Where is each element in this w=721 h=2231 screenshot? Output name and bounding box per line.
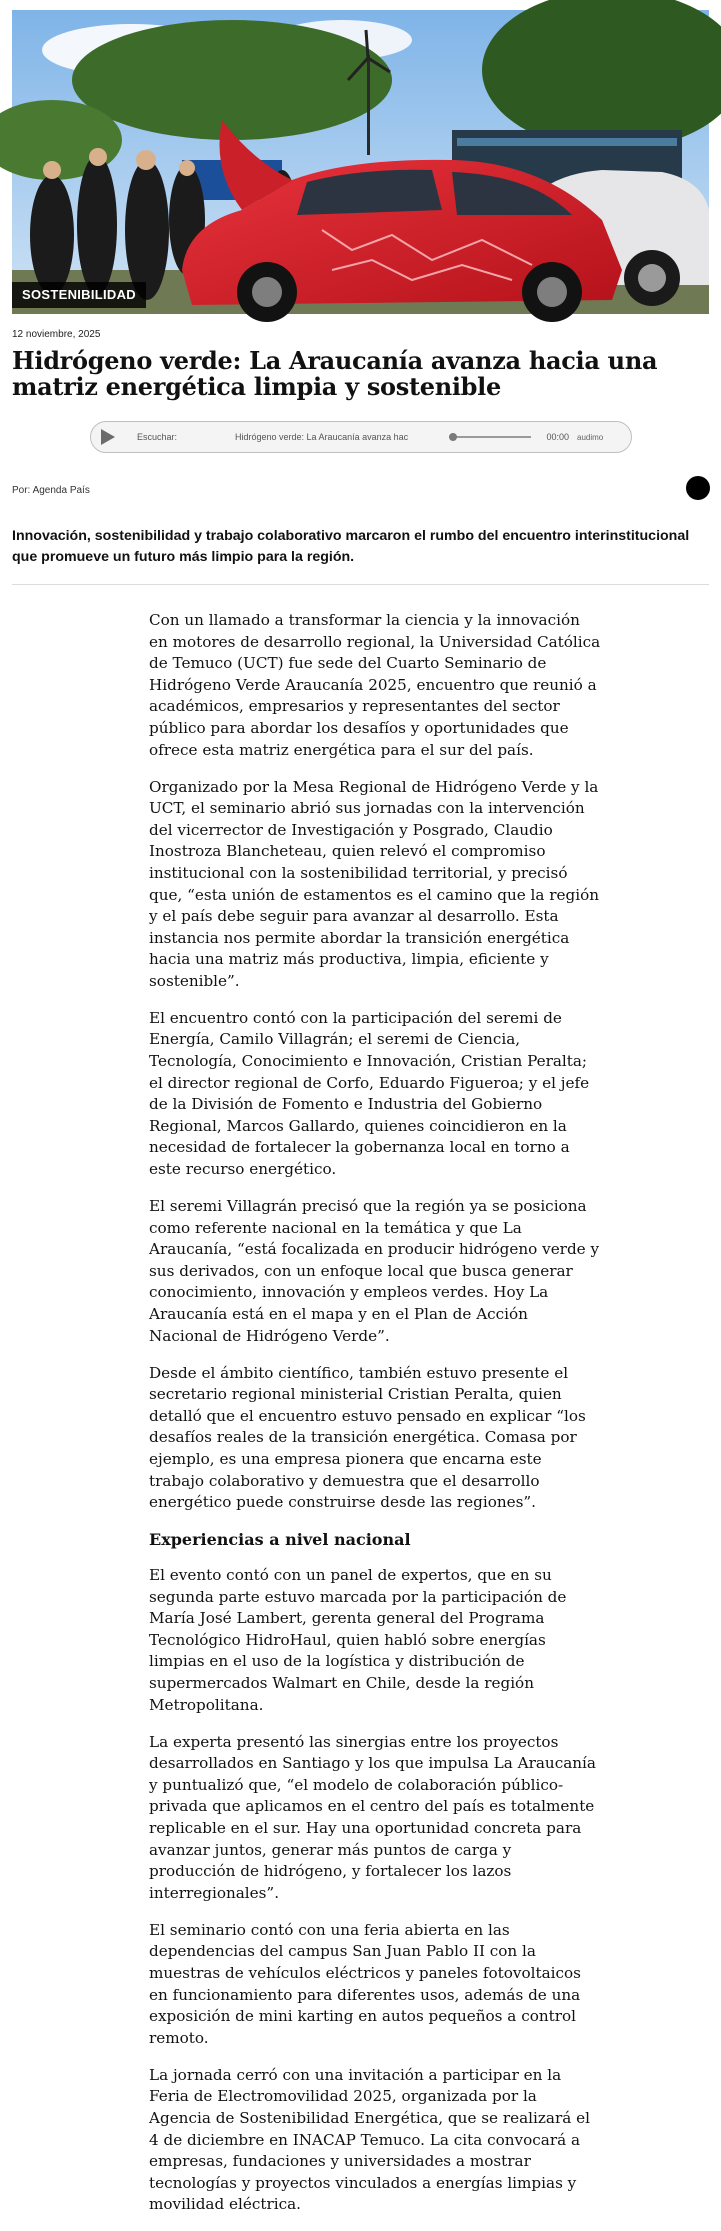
listen-label: Escuchar:	[137, 432, 178, 442]
paragraph: La jornada cerró con una invitación a participar en la Feria de Electromovilidad 2025, organizada por la Agencia de Sostenibilidad Energética, que se realizará el 4 de diciembre en INACAP Temuco. La cita convocará a empresas, fundaciones y universidades a mostrar tecnologías y proyectos vinculados a energías limpias y movilidad eléctrica.	[149, 2065, 590, 2214]
divider	[12, 584, 709, 585]
seek-track	[449, 436, 531, 438]
paragraph: El seremi Villagrán precisó que la región ya se posiciona como referente nacional en la temática y que La Araucanía, “está focalizada en producir hidrógeno verde y sus derivados, con un enfoque local que busca generar conocimiento, innovación y empleos verdes. Hoy La Araucanía está en el mapa y en el Plan de Acción Nacional de Hidrógeno Verde”.	[149, 1197, 600, 1345]
avatar	[686, 476, 710, 500]
time-readout: 00:00	[546, 432, 569, 442]
paragraph: La experta presentó las sinergias entre los proyectos desarrollados en Santiago y los que impulsa La Araucanía y puntualizó que, “el modelo de colaboración público-privada que aplicamos en el centro del país es totalmente replicable en el sur. Hay una oportunidad concreta para avanzar juntos, generar más puntos de carga y producción de hidrógeno, y fortalecer los lazos interregionales”.	[149, 1732, 596, 1902]
seek-handle[interactable]	[449, 433, 457, 441]
paragraph: Con un llamado a transformar la ciencia y la innovación en motores de desarrollo regional, la Universidad Católica de Temuco (UCT) fue sede del Cuarto Seminario de Hidrógeno Verde Araucanía 2025, encuentro que reunió a académicos, empresarios y representantes del sector público para abordar los desafíos y oportunidades que ofrece esta matriz energética para el sur del país.	[149, 611, 601, 759]
paragraph: Organizado por la Mesa Regional de Hidrógeno Verde y la UCT, el seminario abrió sus jornadas con la intervención del vicerrector de Investigación y Posgrado, Claudio Inostroza Blancheteau, quien relevó el compromiso institucional con la sostenibilidad territorial, y precisó que, “esta unión de estamentos es el camino que la región y el país debe seguir para avanzar al desarrollo. Esta instancia nos permite abordar la transición energética hacia una matriz más productiva, limpia, eficiente y sostenible”.	[149, 777, 600, 990]
play-button[interactable]	[93, 422, 123, 452]
category-badge[interactable]: SOSTENIBILIDAD	[12, 282, 146, 308]
paragraph: El seminario contó con una feria abierta en las dependencias del campus San Juan Pablo II con la muestras de vehículos eléctricos y paneles fotovoltaicos en funcionamiento para diferentes usos, además de una exposición de mini karting en autos pequeños a control remoto.	[149, 1920, 581, 2047]
publish-date: 12 noviembre, 2025	[12, 329, 101, 340]
play-icon	[100, 428, 116, 446]
section-heading: Experiencias a nivel nacional	[149, 1530, 411, 1550]
track-name: Hidrógeno verde: La Araucanía avanza hac	[235, 432, 409, 442]
audio-player	[90, 421, 632, 453]
article-body	[149, 610, 601, 2231]
event-photo-red-car-icon	[12, 10, 709, 314]
paragraph: Desde el ámbito científico, también estuvo presente el secretario regional ministerial Cristian Peralta, quien detalló que el encuentro estuvo pensado en explicar “los desafíos reales de la transición energética. Comasa por ejemplo, es una empresa pionera que encarna este trabajo colaborativo y demuestra que el desarrollo energético puede construirse desde las regiones”.	[149, 1363, 586, 1512]
article-title: Hidrógeno verde: La Araucanía avanza hacia una matriz energética limpia y sostenible	[12, 346, 658, 401]
paragraph: El encuentro contó con la participación del seremi de Energía, Camilo Villagrán; el seremi de Ciencia, Tecnología, Conocimiento e Innovación, Cristian Peralta; el director regional de Corfo, Eduardo Figueroa; y el jefe de la División de Fomento e Industria del Gobierno Regional, Marcos Gallardo, quienes coincidieron en la necesidad de fortalecer la gobernanza local en torno a este recurso energético.	[149, 1008, 590, 1179]
seek-slider[interactable]	[449, 432, 531, 442]
hero-image	[12, 10, 709, 314]
article-lead: Innovación, sostenibilidad y trabajo colaborativo marcaron el rumbo del encuentro interinstitucional que promueve un futuro más limpio para la región.	[12, 528, 690, 565]
paragraph: El evento contó con un panel de expertos, que en su segunda parte estuvo marcada por la participación de María José Lambert, gerenta general del Programa Tecnológico HidroHaul, quien habló sobre energías limpias en el uso de la logística y distribución de supermercados Walmart en Chile, desde la región Metropolitana.	[149, 1566, 567, 1714]
author-byline: Por: Agenda País	[12, 485, 90, 496]
player-brand[interactable]: audimo	[577, 432, 604, 442]
